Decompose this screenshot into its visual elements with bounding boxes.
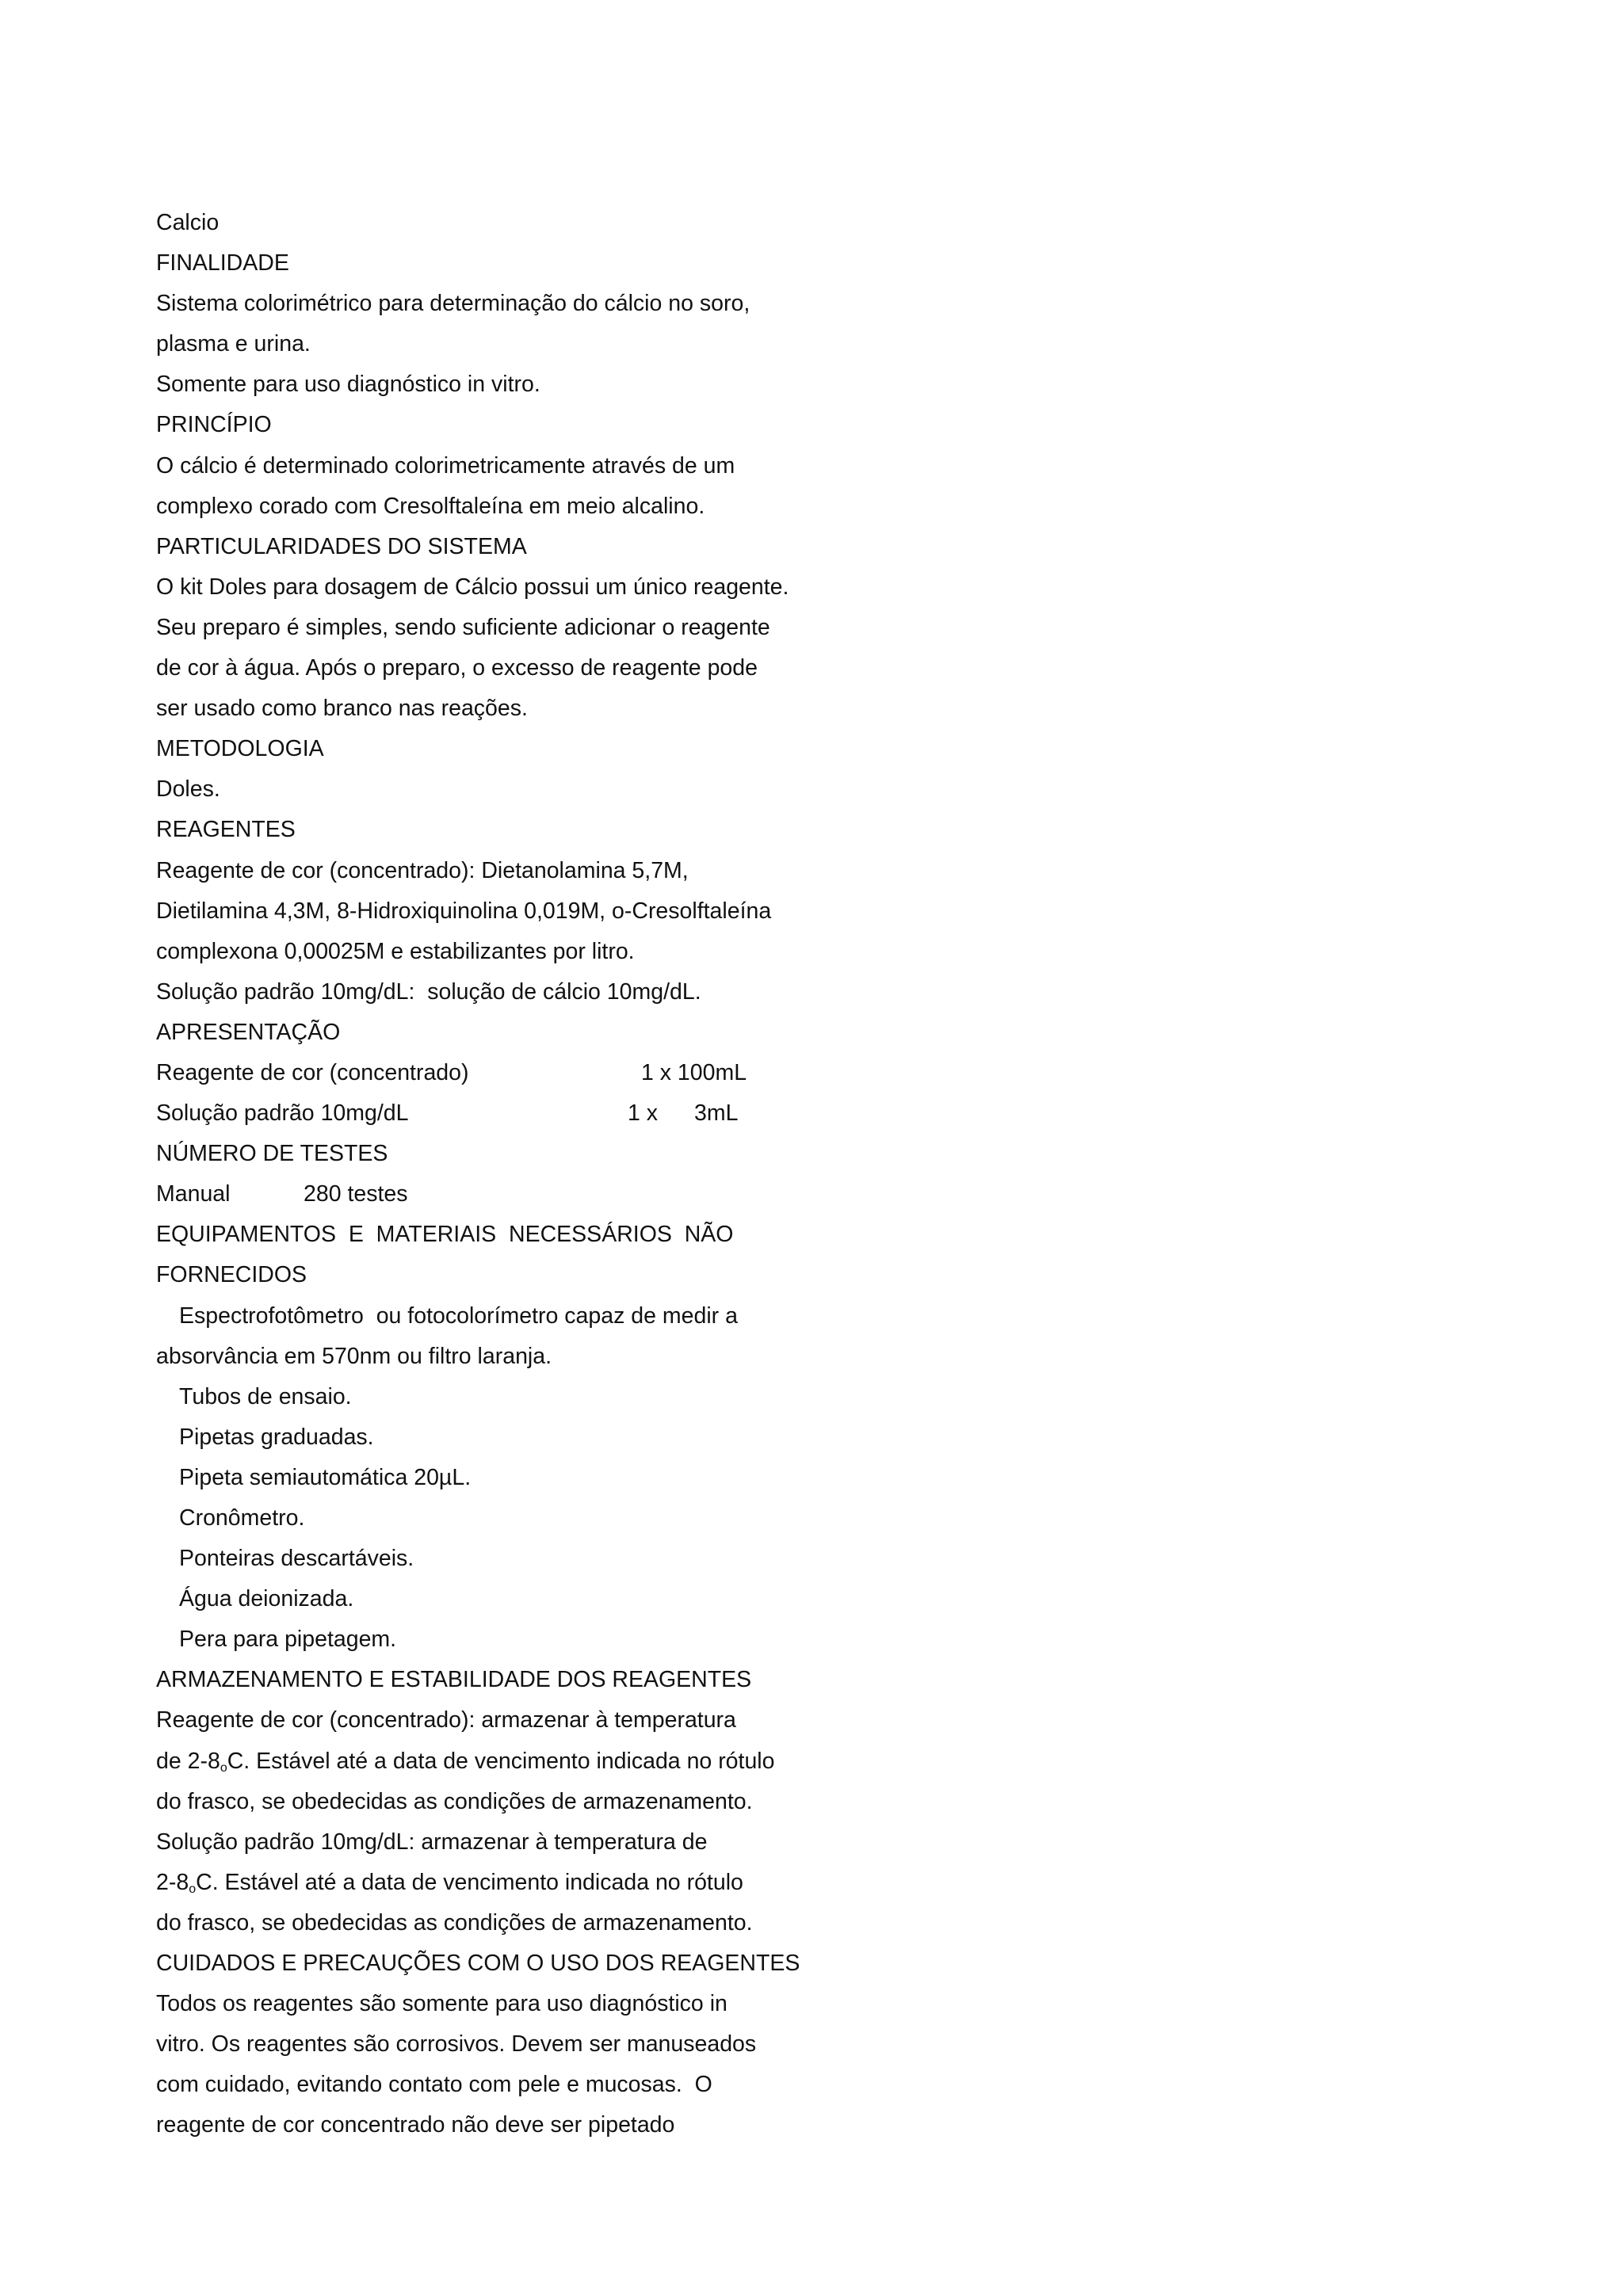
tests-count: 280 testes	[304, 1181, 408, 1207]
paragraph-line: Reagente de cor (concentrado): Dietanolamina 5,7M,	[156, 857, 689, 883]
presentation-item-quantity: 1 x 100mL	[641, 1059, 747, 1085]
section-heading-principio: PRINCÍPIO	[156, 412, 272, 438]
presentation-row	[156, 1053, 1266, 1093]
section-heading-metodologia: METODOLOGIA	[156, 736, 324, 762]
paragraph-line: complexona 0,00025M e estabilizantes por litro.	[156, 938, 635, 964]
presentation-item-name: Reagente de cor (concentrado)	[156, 1059, 469, 1085]
paragraph-line: Todos os reagentes são somente para uso diagnóstico in	[156, 1991, 727, 2017]
presentation-item-quantity: 1 x	[628, 1100, 659, 1127]
section-heading-equipamentos-cont: FORNECIDOS	[156, 1262, 307, 1288]
section-heading-particularidades: PARTICULARIDADES DO SISTEMA	[156, 533, 527, 559]
text-segment: C. Estável até a data de vencimento indicada no rótulo	[196, 1869, 743, 1895]
paragraph-line: reagente de cor concentrado não deve ser pipetado	[156, 2112, 675, 2138]
paragraph-line: do frasco, se obedecidas as condições de armazenamento.	[156, 1909, 753, 1936]
paragraph-line: plasma e urina.	[156, 331, 311, 357]
presentation-row	[156, 1093, 1266, 1134]
presentation-item-name: Solução padrão 10mg/dL	[156, 1100, 409, 1127]
equipment-item: Cronômetro.	[179, 1505, 305, 1531]
tests-method-label: Manual	[156, 1181, 231, 1207]
section-heading-reagentes: REAGENTES	[156, 817, 296, 843]
paragraph-line: complexo corado com Cresolftaleína em meio alcalino.	[156, 493, 705, 519]
doc-title: Calcio	[156, 210, 220, 235]
paragraph-line: Doles.	[156, 776, 220, 803]
degree-subscript: o	[189, 1882, 197, 1896]
equipment-item: Ponteiras descartáveis.	[179, 1546, 414, 1572]
paragraph-line: de cor à água. Após o preparo, o excesso de reagente pode	[156, 655, 758, 681]
equipment-item: Pera para pipetagem.	[179, 1627, 397, 1653]
paragraph-line: Somente para uso diagnóstico in vitro.	[156, 372, 540, 398]
text-segment: de 2-8	[156, 1748, 220, 1774]
paragraph-line: vitro. Os reagentes são corrosivos. Devem ser manuseados	[156, 2031, 757, 2058]
section-heading-cuidados: CUIDADOS E PRECAUÇÕES COM O USO DOS REAGENTES	[156, 1951, 800, 1977]
paragraph-line: Dietilamina 4,3M, 8-Hidroxiquinolina 0,019M, o-Cresolftaleína	[156, 898, 772, 924]
paragraph-line: Solução padrão 10mg/dL: armazenar à temperatura de	[156, 1829, 708, 1855]
paragraph-line: O kit Doles para dosagem de Cálcio possui um único reagente.	[156, 574, 789, 600]
section-heading-armazenamento: ARMAZENAMENTO E ESTABILIDADE DOS REAGENTES	[156, 1667, 752, 1693]
paragraph-line: Seu preparo é simples, sendo suficiente adicionar o reagente	[156, 614, 770, 640]
paragraph-line: com cuidado, evitando contato com pele e mucosas. O	[156, 2072, 712, 2098]
paragraph-line	[156, 1863, 1266, 1903]
text-segment: C. Estável até a data de vencimento indicada no rótulo	[227, 1748, 775, 1774]
paragraph-line: do frasco, se obedecidas as condições de armazenamento.	[156, 1788, 753, 1814]
section-heading-equipamentos: EQUIPAMENTOS E MATERIAIS NECESSÁRIOS NÃO	[156, 1222, 734, 1248]
presentation-item-volume: 3mL	[694, 1100, 739, 1127]
equipment-item: Espectrofotômetro ou fotocolorímetro capaz de medir a	[179, 1302, 738, 1329]
equipment-item: Pipeta semiautomática 20µL.	[179, 1464, 472, 1490]
paragraph-line: Solução padrão 10mg/dL: solução de cálcio 10mg/dL.	[156, 978, 701, 1005]
equipment-item-cont: absorvância em 570nm ou filtro laranja.	[156, 1343, 552, 1369]
document-body	[156, 203, 1266, 2146]
paragraph-line	[156, 1741, 1266, 1782]
equipment-item: Tubos de ensaio.	[179, 1383, 352, 1409]
paragraph-line: Reagente de cor (concentrado): armazenar à temperatura	[156, 1707, 736, 1733]
paragraph-line: Sistema colorimétrico para determinação do cálcio no soro,	[156, 291, 750, 317]
section-heading-finalidade: FINALIDADE	[156, 250, 289, 277]
equipment-item: Água deionizada.	[179, 1586, 354, 1612]
paragraph-line: O cálcio é determinado colorimetricamente através de um	[156, 452, 735, 479]
degree-subscript: o	[220, 1760, 227, 1775]
equipment-item: Pipetas graduadas.	[179, 1424, 374, 1450]
section-heading-apresentacao: APRESENTAÇÃO	[156, 1019, 341, 1045]
text-segment: 2-8	[156, 1869, 189, 1895]
tests-row	[156, 1174, 1266, 1215]
paragraph-line: ser usado como branco nas reações.	[156, 696, 528, 722]
section-heading-numero-testes: NÚMERO DE TESTES	[156, 1141, 388, 1167]
